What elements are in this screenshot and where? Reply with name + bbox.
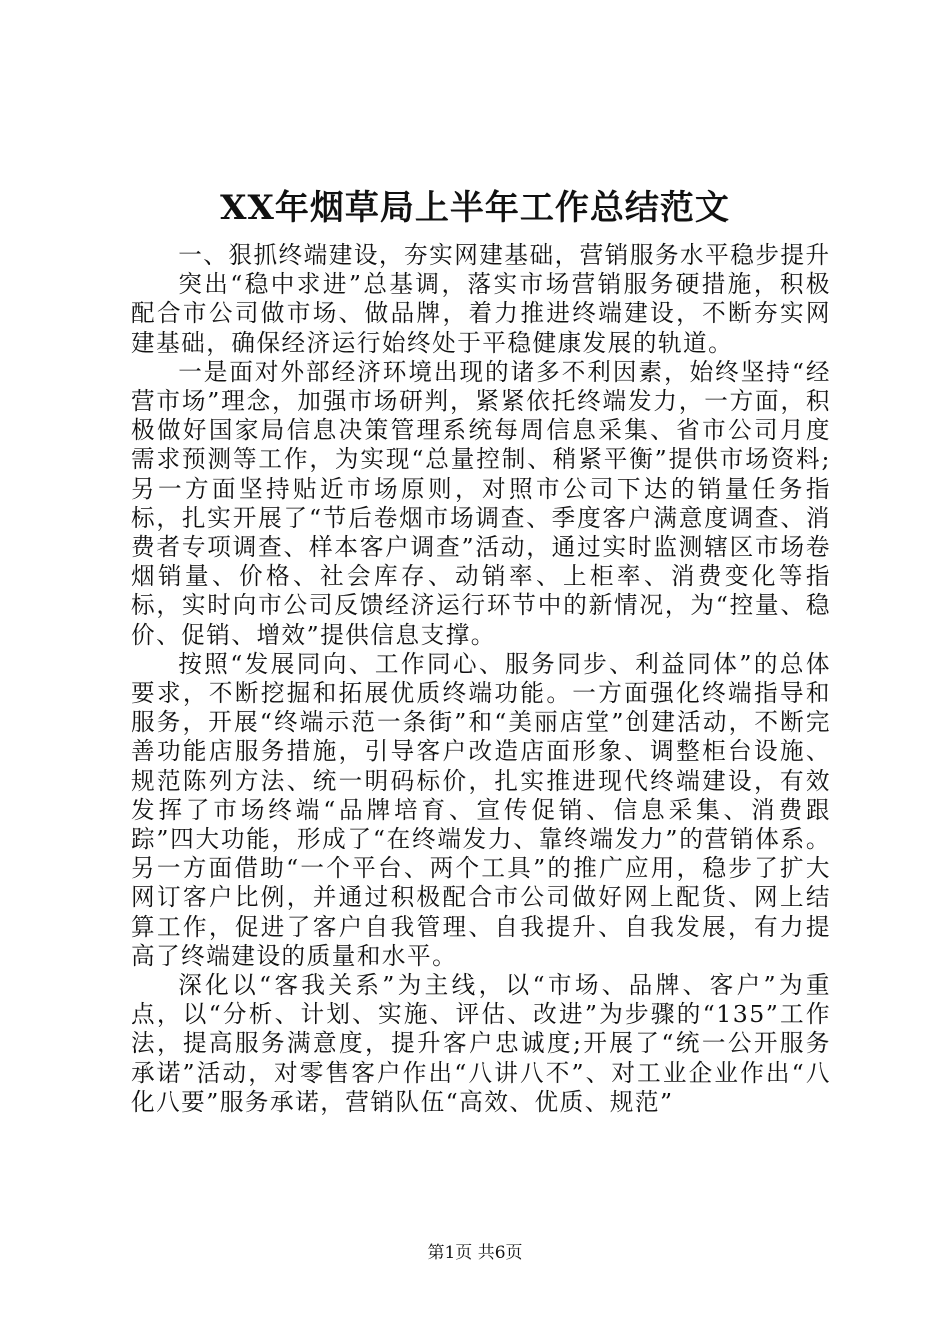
page-number-footer: 第1页 共6页 <box>427 1243 523 1263</box>
document-title: XX年烟草局上半年工作总结范文 <box>220 188 730 228</box>
section-heading: 一、狠抓终端建设，夯实网建基础，营销服务水平稳步提升 <box>178 241 831 269</box>
document-body <box>131 241 831 1117</box>
paragraph: 按照“发展同向、工作同心、服务同步、利益同体”的总体要求，不断挖掘和拓展优质终端功能。一方面强化终端指导和服务，开展“终端示范一条街”和“美丽店堂”创建活动，不断完善功能店服务措施，引导客户改造店面形象、调整柜台设施、规范陈列方法、统一明码标价，扎实推进现代终端建设，有效发挥了市场终端“品牌培育、宣传促销、信息采集、消费跟踪”四大功能，形成了“在终端发力、靠终端发力”的营销体系。另一方面借助“一个平台、两个工具”的推广应用，稳步了扩大网订客户比例，并通过积极配合市公司做好网上配货、网上结算工作，促进了客户自我管理、自我提升、自我发展，有力提高了终端建设的质量和水平。 <box>131 649 831 970</box>
paragraph: 深化以“客我关系”为主线，以“市场、品牌、客户”为重点，以“分析、计划、实施、评估、改进”为步骤的“135”工作法，提高服务满意度，提升客户忠诚度;开展了“统一公开服务承诺”活动，对零售客户作出“八讲八不”、对工业企业作出“八化八要”服务承诺，营销队伍“高效、优质、规范” <box>131 971 831 1116</box>
paragraph: 突出“稳中求进”总基调，落实市场营销服务硬措施，积极配合市公司做市场、做品牌，着力推进终端建设，不断夯实网建基础，确保经济运行始终处于平稳健康发展的轨道。 <box>131 270 831 357</box>
paragraph: 一是面对外部经济环境出现的诸多不利因素，始终坚持“经营市场”理念，加强市场研判，紧紧依托终端发力，一方面，积极做好国家局信息决策管理系统每周信息采集、省市公司月度需求预测等工作，为实现“总量控制、稍紧平衡”提供市场资料;另一方面坚持贴近市场原则，对照市公司下达的销量任务指标，扎实开展了“节后卷烟市场调查、季度客户满意度调查、消费者专项调查、样本客户调查”活动，通过实时监测辖区市场卷烟销量、价格、社会库存、动销率、上柜率、消费变化等指标，实时向市公司反馈经济运行环节中的新情况，为“控量、稳价、促销、增效”提供信息支撑。 <box>131 357 831 649</box>
